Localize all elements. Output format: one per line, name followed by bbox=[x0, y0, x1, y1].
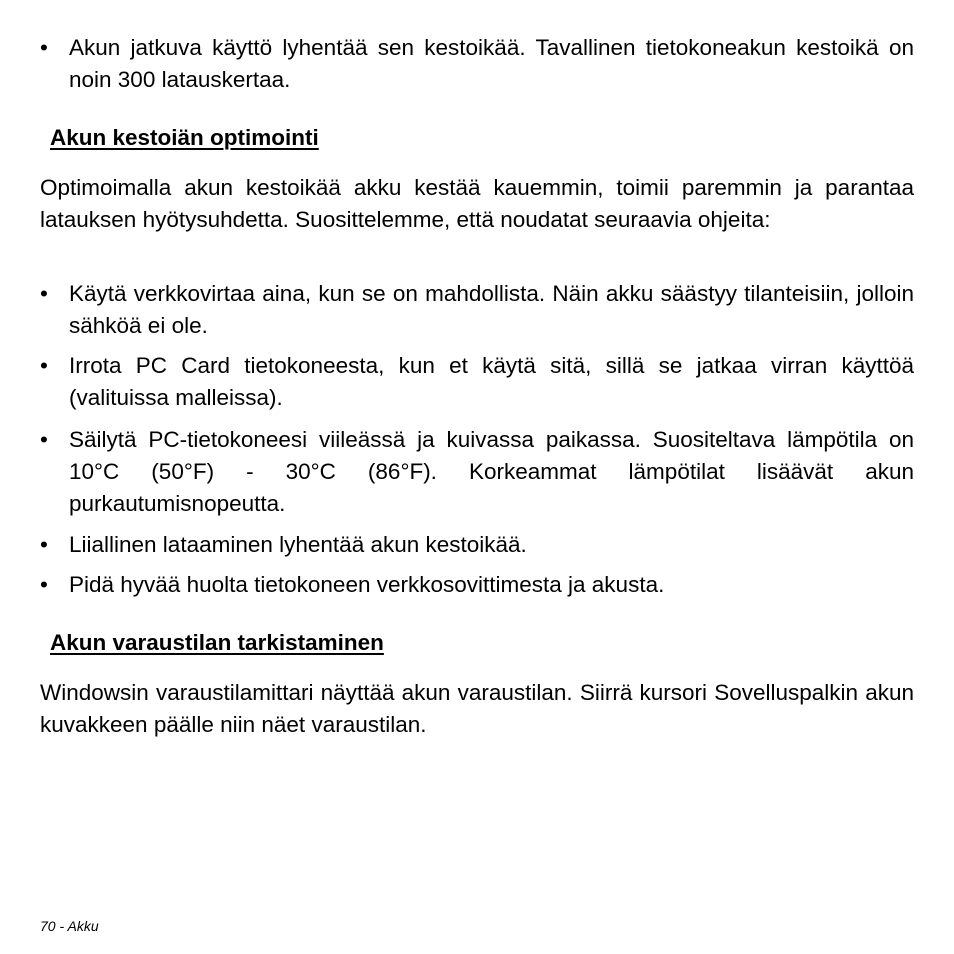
list-item bbox=[40, 350, 914, 414]
list-item-text: Käytä verkkovirtaa aina, kun se on mahdollista. Näin akku säästyy tilanteisiin, jolloin sähköä ei ole. bbox=[69, 281, 914, 338]
section-paragraph: Windowsin varaustilamittari näyttää akun varaustilan. Siirrä kursori Sovelluspalkin akun kuvakkeen päälle niin näet varaustilan. bbox=[40, 680, 914, 737]
list-item bbox=[40, 529, 914, 561]
list-item-text: Liiallinen lataaminen lyhentää akun kestoikää. bbox=[69, 532, 527, 557]
list-item-text: Irrota PC Card tietokoneesta, kun et käytä sitä, sillä se jatkaa virran käyttöä (valituissa malleissa). bbox=[69, 353, 914, 410]
section-heading-battery-optimization: Akun kestoiän optimointi bbox=[50, 125, 319, 150]
section-paragraph: Optimoimalla akun kestoikää akku kestää kauemmin, toimii paremmin ja parantaa latauksen hyötysuhdetta. Suosittelemme, että noudatat seuraavia ohjeita: bbox=[40, 175, 914, 232]
list-item bbox=[40, 32, 914, 96]
section-heading-battery-level-check: Akun varaustilan tarkistaminen bbox=[50, 630, 384, 655]
list-item bbox=[40, 569, 914, 601]
list-item bbox=[40, 278, 914, 342]
bullet-marker: • bbox=[40, 572, 48, 597]
bullet-marker: • bbox=[40, 281, 48, 306]
list-item bbox=[40, 424, 914, 520]
page-footer-label: 70 - Akku bbox=[40, 918, 99, 934]
bullet-marker: • bbox=[40, 353, 48, 378]
list-item-text: Pidä hyvää huolta tietokoneen verkkosovittimesta ja akusta. bbox=[69, 572, 665, 597]
bullet-marker: • bbox=[40, 427, 48, 452]
list-item-text: Säilytä PC-tietokoneesi viileässä ja kuivassa paikassa. Suositeltava lämpötila on 10°C (50°F) - 30°C (86°F). Korkeammat lämpötilat lisäävät akun purkautumisnopeutta. bbox=[69, 427, 914, 516]
list-item-text: Akun jatkuva käyttö lyhentää sen kestoikää. Tavallinen tietokoneakun kestoikä on noin 300 latauskertaa. bbox=[69, 35, 914, 92]
bullet-marker: • bbox=[40, 532, 48, 557]
bullet-marker: • bbox=[40, 35, 48, 60]
